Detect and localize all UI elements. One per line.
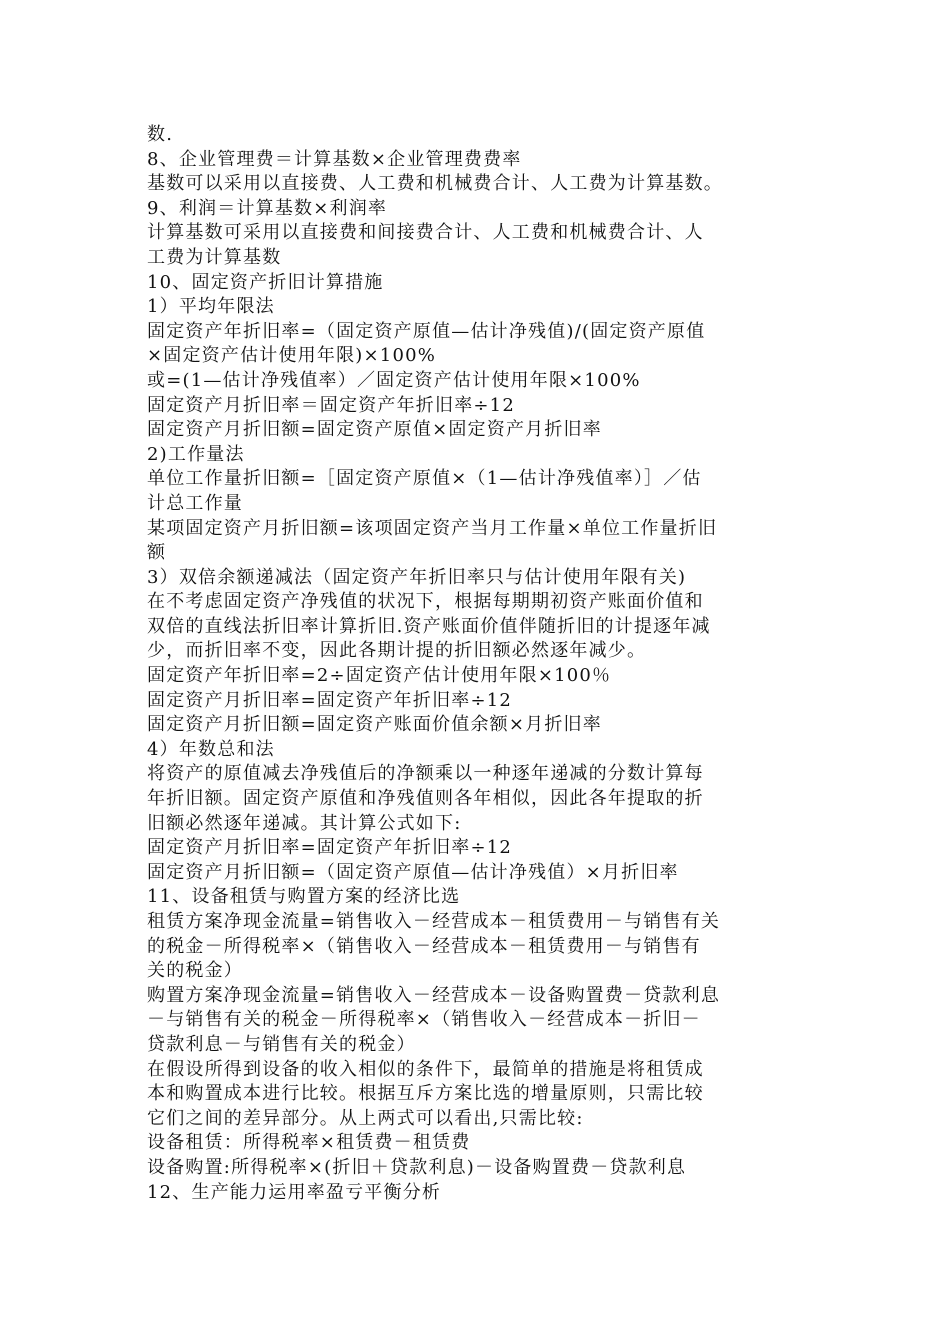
formula-line: 设备购置:所得税率×(折旧＋贷款利息)－设备购置费－贷款利息 bbox=[147, 1156, 687, 1178]
subheading-units-of-production: 2)工作量法 bbox=[147, 443, 245, 465]
formula-line: 某项固定资产月折旧额=该项固定资产当月工作量×单位工作量折旧 bbox=[147, 517, 718, 539]
heading-capacity-breakeven: 12、生产能力运用率盈亏平衡分析 bbox=[147, 1181, 442, 1203]
formula-line: 单位工作量折旧额=［固定资产原值×（1—估计净残值率）］／估 bbox=[147, 468, 702, 490]
text-line: 在不考虑固定资产净残值的状况下，根据每期期初资产账面价值和 bbox=[147, 591, 704, 613]
formula-line: 固定资产年折旧率=（固定资产原值—估计净残值)/(固定资产原值 bbox=[147, 320, 706, 342]
heading-depreciation: 10、固定资产折旧计算措施 bbox=[147, 271, 384, 293]
text-line: 在假设所得到设备的收入相似的条件下，最简单的措施是将租赁成 bbox=[147, 1058, 704, 1080]
document-body bbox=[147, 123, 812, 1205]
formula-line: 固定资产月折旧额=固定资产原值×固定资产月折旧率 bbox=[147, 419, 602, 441]
formula-line: 计总工作量 bbox=[147, 492, 243, 514]
formula-line: ×固定资产估计使用年限)×100% bbox=[147, 345, 437, 367]
text-line: 年折旧额。固定资产原值和净残值则各年相似，因此各年提取的折 bbox=[147, 788, 704, 810]
text-line: 少，而折旧率不变，因此各期计提的折旧额必然逐年减少。 bbox=[147, 640, 647, 662]
formula-line: 租赁方案净现金流量=销售收入－经营成本－租赁费用－与销售有关 bbox=[147, 911, 721, 932]
formula-line: －与销售有关的税金－所得税率×（销售收入－经营成本－折旧－ bbox=[147, 1009, 701, 1031]
heading-profit: 9、利润＝计算基数×利润率 bbox=[147, 197, 388, 219]
text-line: 数. bbox=[147, 124, 174, 145]
formula-line: 固定资产月折旧率=固定资产年折旧率÷12 bbox=[147, 689, 513, 711]
formula-line: 关的税金） bbox=[147, 960, 243, 982]
subheading-straight-line: 1）平均年限法 bbox=[147, 296, 275, 318]
formula-line: 固定资产月折旧额=固定资产账面价值余额×月折旧率 bbox=[147, 714, 602, 736]
subheading-sum-of-years: 4）年数总和法 bbox=[147, 738, 275, 760]
formula-line: 固定资产月折旧额=（固定资产原值—估计净残值）×月折旧率 bbox=[147, 861, 679, 883]
formula-line: 额 bbox=[147, 542, 167, 564]
text-line: 将资产的原值减去净残值后的净额乘以一种逐年递减的分数计算每 bbox=[147, 763, 704, 785]
text-line: 双倍的直线法折旧率计算折旧.资产账面价值伴随折旧的计提逐年减 bbox=[147, 615, 711, 637]
text-line: 工费为计算基数 bbox=[147, 246, 282, 268]
formula-line: 或=(1—估计净残值率）／固定资产估计使用年限×100% bbox=[147, 369, 641, 391]
formula-line: 固定资产月折旧率=固定资产年折旧率÷12 bbox=[147, 837, 513, 859]
text-line: 计算基数可采用以直接费和间接费合计、人工费和机械费合计、人 bbox=[147, 222, 704, 244]
text-line: 基数可以采用以直接费、人工费和机械费合计、人工费为计算基数。 bbox=[147, 173, 723, 195]
formula-line: 设备租赁：所得税率×租赁费－租赁费 bbox=[147, 1132, 471, 1154]
formula-line: 贷款利息－与销售有关的税金） bbox=[147, 1033, 416, 1055]
formula-line: 固定资产年折旧率=2÷固定资产估计使用年限×100％ bbox=[147, 665, 612, 687]
text-line: 本和购置成本进行比较。根据互斥方案比选的增量原则，只需比较 bbox=[147, 1083, 704, 1105]
text-line: 旧额必然逐年递减。其计算公式如下: bbox=[147, 812, 462, 834]
heading-management-fee: 8、企业管理费＝计算基数×企业管理费费率 bbox=[147, 148, 522, 170]
subheading-double-declining: 3）双倍余额递减法（固定资产年折旧率只与估计使用年限有关) bbox=[147, 566, 687, 588]
heading-lease-vs-purchase: 11、设备租赁与购置方案的经济比选 bbox=[147, 886, 461, 908]
formula-line: 购置方案净现金流量=销售收入－经营成本－设备购置费－贷款利息 bbox=[147, 984, 721, 1006]
text-line: 它们之间的差异部分。从上两式可以看出,只需比较: bbox=[147, 1107, 584, 1129]
formula-line: 固定资产月折旧率＝固定资产年折旧率÷12 bbox=[147, 394, 515, 416]
formula-line: 的税金－所得税率×（销售收入－经营成本－租赁费用－与销售有 bbox=[147, 935, 701, 957]
